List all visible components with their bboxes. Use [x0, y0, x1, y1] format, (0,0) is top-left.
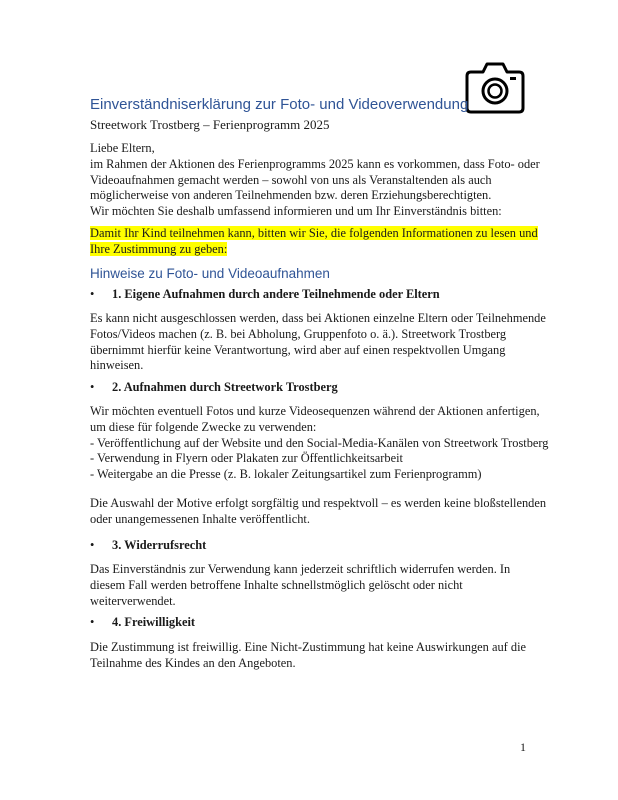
document-subtitle: Streetwork Trostberg – Ferienprogramm 2025 — [90, 117, 330, 132]
body-line: oder unangemessenen Inhalte veröffentlicht. — [90, 511, 310, 526]
body-line: - Weitergabe an die Presse (z. B. lokaler Zeitungsartikel zum Ferienprogramm) — [90, 467, 482, 482]
highlighted-notice — [90, 226, 540, 258]
body-line: Fotos/Videos machen (z. B. bei Abholung, Gruppenfoto o. ä.). Streetwork Trostberg — [90, 326, 507, 341]
bullet-icon: • — [90, 538, 95, 552]
intro-line: im Rahmen der Aktionen des Ferienprogramms 2025 kann es vorkommen, dass Foto- oder — [90, 156, 540, 171]
bullet-icon: • — [90, 615, 95, 629]
body-line: Teilnahme des Kindes an den Angeboten. — [90, 655, 296, 670]
body-line: - Verwendung in Flyern oder Plakaten zur Öffentlichkeitsarbeit — [90, 451, 404, 466]
bullet-heading-text: 3. Widerrufsrecht — [112, 538, 207, 552]
page-number: 1 — [520, 740, 526, 754]
intro-paragraph — [90, 141, 540, 220]
highlight-line: Damit Ihr Kind teilnehmen kann, bitten wir Sie, die folgenden Informationen zu lesen und — [90, 226, 538, 240]
bullet-heading-text: 4. Freiwilligkeit — [112, 615, 196, 629]
bullet-icon: • — [90, 380, 95, 394]
intro-line: Liebe Eltern, — [90, 141, 155, 155]
body-line: weiterverwendet. — [90, 593, 176, 608]
bullet-item-3-body — [90, 562, 540, 609]
intro-line: Wir möchten Sie deshalb umfassend informieren und um Ihr Einverständnis bitten: — [90, 204, 502, 219]
bullet-item-2-heading — [90, 380, 338, 395]
bullet-item-1-heading — [90, 287, 440, 302]
body-line: Die Auswahl der Motive erfolgt sorgfältig und respektvoll – es werden keine bloßstellenden — [90, 496, 547, 510]
body-line: Es kann nicht ausgeschlossen werden, dass bei Aktionen einzelne Eltern oder Teilnehmende — [90, 311, 546, 325]
body-line: übernimmt hierfür keine Verantwortung, wird aber auf einen respektvollen Umgang — [90, 342, 506, 357]
body-line: - Veröffentlichung auf der Website und den Social-Media-Kanälen von Streetwork Trostberg — [90, 435, 549, 450]
bullet-item-4-body — [90, 640, 540, 672]
bullet-heading-text: 2. Aufnahmen durch Streetwork Trostberg — [112, 380, 338, 394]
body-line: Die Zustimmung ist freiwillig. Eine Nicht-Zustimmung hat keine Auswirkungen auf die — [90, 640, 527, 654]
bullet-item-2-body — [90, 404, 549, 483]
body-line: Das Einverständnis zur Verwendung kann jederzeit schriftlich widerrufen werden. In — [90, 562, 511, 576]
bullet-item-3-heading — [90, 538, 206, 553]
body-line: Wir möchten eventuell Fotos und kurze Videosequenzen während der Aktionen anfertigen, — [90, 404, 540, 418]
highlight-line: Ihre Zustimmung zu geben: — [90, 241, 228, 256]
body-line: um diese für folgende Zwecke zu verwenden: — [90, 419, 317, 434]
body-line: hinweisen. — [90, 358, 144, 373]
bullet-item-1-body — [90, 311, 546, 374]
section-heading: Hinweise zu Foto- und Videoaufnahmen — [90, 266, 330, 281]
body-line: diesem Fall werden betroffene Inhalte schnellstmöglich gelöscht oder nicht — [90, 577, 463, 592]
bullet-item-4-heading — [90, 615, 195, 630]
intro-line: möglicherweise von anderen Teilnehmenden bzw. deren Erziehungsberechtigten. — [90, 188, 492, 203]
bullet-icon: • — [90, 287, 95, 301]
intro-line: Videoaufnahmen gemacht werden – sowohl von uns als Veranstaltenden als auch — [90, 172, 492, 187]
bullet-heading-text: 1. Eigene Aufnahmen durch andere Teilnehmende oder Eltern — [112, 287, 440, 301]
bullet-item-2-note — [90, 496, 547, 528]
document-title: Einverständniserklärung zur Foto- und Videoverwendung — [90, 96, 469, 113]
camera-icon — [463, 60, 527, 116]
